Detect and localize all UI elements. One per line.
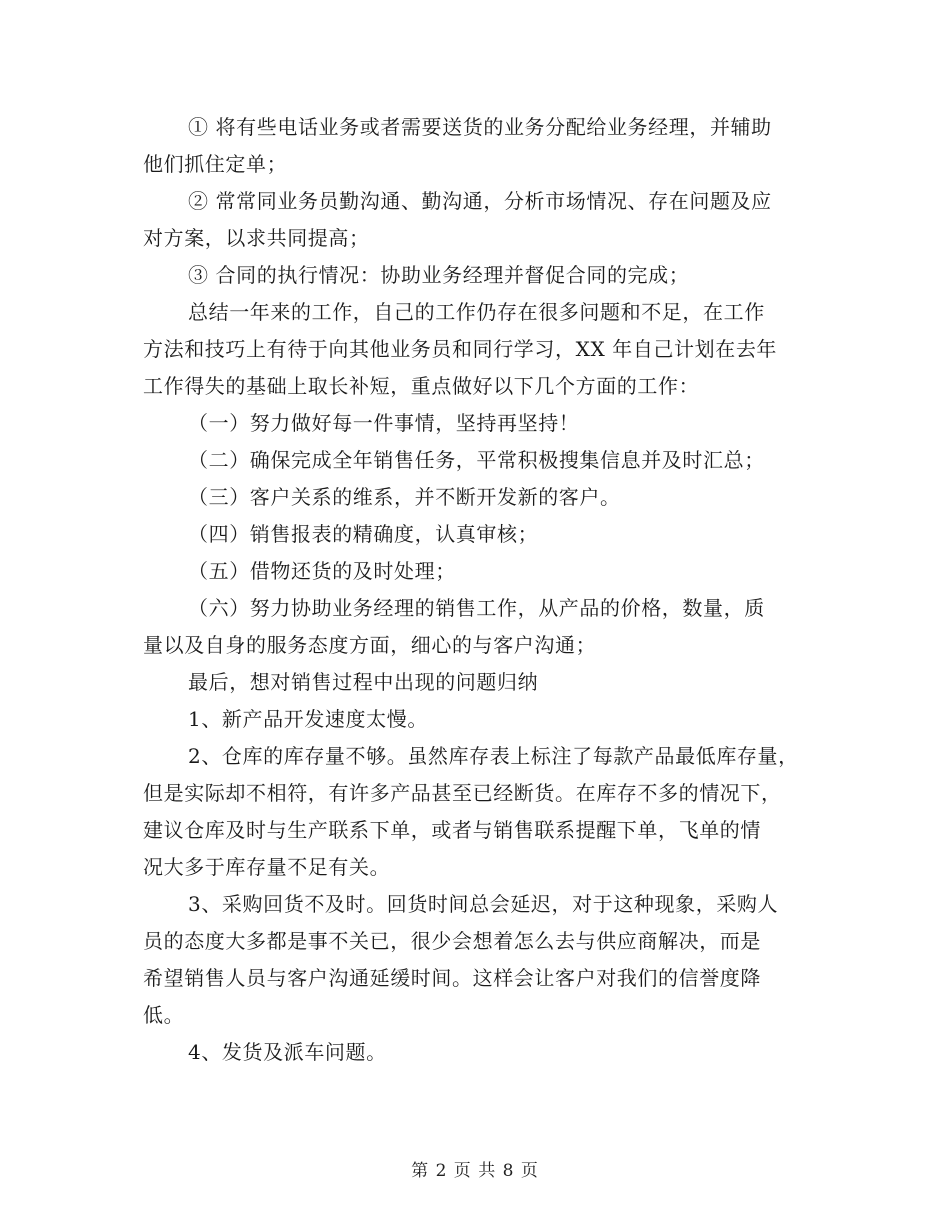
paragraph-line: ③ 合同的执行情况：协助业务经理并督促合同的完成；: [188, 263, 690, 287]
paragraph-line: 但是实际却不相符，有许多产品甚至已经断货。在库存不多的情况下，: [143, 781, 782, 805]
paragraph-line: 对方案，以求共同提高；: [143, 226, 370, 250]
paragraph-line: 最后，想对销售过程中出现的问题归纳: [188, 670, 539, 694]
paragraph-line: 建议仓库及时与生产联系下单，或者与销售联系提醒下单，飞单的情: [143, 818, 761, 842]
paragraph-line: 2、仓库的库存量不够。虽然库存表上标注了每款产品最低库存量，: [188, 744, 799, 768]
paragraph-line: （三）客户关系的维系，并不断开发新的客户。: [188, 485, 621, 509]
paragraph-line: 方法和技巧上有待于向其他业务员和同行学习，XX 年自己计划在去年: [143, 337, 778, 361]
paragraph-line: 他们抓住定单；: [143, 152, 288, 176]
paragraph-line: 希望销售人员与客户沟通延缓时间。这样会让客户对我们的信誉度降: [143, 966, 761, 990]
paragraph-line: 3、采购回货不及时。回货时间总会延迟，对于这种现象，采购人: [188, 892, 779, 916]
paragraph-line: （六）努力协助业务经理的销售工作，从产品的价格，数量，质: [188, 596, 765, 620]
paragraph-line: （四）销售报表的精确度，认真审核；: [188, 522, 539, 546]
paragraph-line: 工作得失的基础上取长补短，重点做好以下几个方面的工作：: [143, 374, 700, 398]
paragraph-line: 低。: [143, 1003, 185, 1027]
paragraph-line: 况大多于库存量不足有关。: [143, 855, 391, 879]
paragraph-line: （一）努力做好每一件事情，坚持再坚持！: [188, 411, 580, 435]
paragraph-line: 量以及自身的服务态度方面，细心的与客户沟通；: [143, 633, 597, 657]
page-number-footer: 第 2 页 共 8 页: [411, 1161, 539, 1181]
paragraph-line: （五）借物还货的及时处理；: [188, 559, 456, 583]
paragraph-line: ① 将有些电话业务或者需要送货的业务分配给业务经理，并辅助: [188, 115, 772, 139]
paragraph-line: 4、发货及派车问题。: [188, 1040, 387, 1064]
paragraph-line: ② 常常同业务员勤沟通、勤沟通，分析市场情况、存在问题及应: [188, 189, 772, 213]
paragraph-line: 1、新产品开发速度太慢。: [188, 707, 428, 731]
paragraph-line: 总结一年来的工作，自己的工作仍存在很多问题和不足，在工作: [188, 300, 765, 324]
paragraph-line: （二）确保完成全年销售任务，平常积极搜集信息并及时汇总；: [188, 448, 765, 472]
paragraph-line: 员的态度大多都是事不关已，很少会想着怎么去与供应商解决，而是: [143, 929, 761, 953]
